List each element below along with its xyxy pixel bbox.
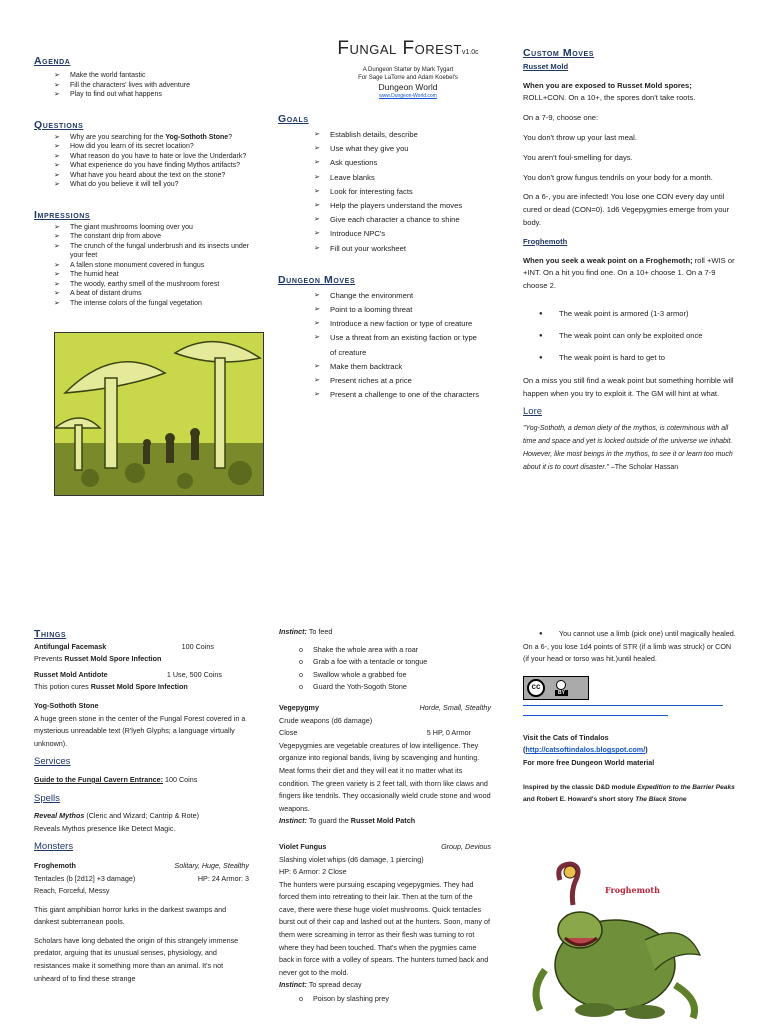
- froghemoth-attack-row: Tentacles (b [2d12] +3 damage) HP: 24 Armor: 3: [34, 873, 249, 883]
- froghemoth-instinct: Instinct: To feed: [279, 627, 333, 636]
- impressions-heading: Impressions: [34, 208, 91, 221]
- things-heading: Things: [34, 628, 67, 640]
- facemask-row: Antifungal Facemask 100 Coins: [34, 641, 214, 651]
- license-link-line[interactable]: [523, 705, 723, 706]
- list-item: ➢ Make them backtrack: [314, 360, 484, 374]
- list-item: ➢ The crunch of the fungal underbrush and its insects under your feet: [54, 242, 264, 261]
- antidote-desc: This potion cures Russet Mold Spore Infection: [34, 682, 188, 692]
- froghemoth-miss: On a miss you still find a weak point but something horrible will happen when you try to exploit it. The GM will hint at what.: [523, 375, 734, 398]
- spell-desc: Reveals Mythos presence like Detect Magic.: [34, 823, 176, 833]
- list-item: ➢ Establish details, describe: [314, 128, 498, 142]
- froghemoth-move-title: Froghemoth: [523, 236, 568, 246]
- list-item: ➢ Introduce NPC's: [314, 227, 498, 241]
- froghemoth-stat-row: Froghemoth Solitary, Huge, Stealthy: [34, 860, 249, 870]
- list-item: ● The weak point is armored (1-3 armor): [523, 303, 737, 325]
- list-item: ➢ The constant drip from above: [54, 232, 264, 242]
- froghemoth-options: [523, 303, 737, 369]
- person-icon: [556, 680, 566, 690]
- russet-roll: ROLL+CON. On a 10+, the spores don't take roots.: [523, 93, 696, 103]
- list-item: ● You cannot use a limb (pick one) until magically healed.: [523, 628, 737, 641]
- by-icon: [555, 680, 568, 696]
- left-column-bottom: [34, 628, 249, 985]
- agenda-list: [54, 71, 264, 100]
- list-item: ➢ What reason do you have to hate or love the Underdark?: [54, 152, 264, 162]
- list-item: ➢ Leave blanks: [314, 171, 498, 185]
- vegepygmy-attack: Crude weapons (d6 damage): [279, 715, 373, 725]
- str-loss: On a 6-, you lose 1d4 points of STR (if a limb was struck) or CON (if your head or torso was hit.)until healed.: [523, 641, 732, 664]
- mushroom-forest-illustration: [54, 332, 264, 496]
- russet-option: You don't throw up your last meal.: [523, 132, 637, 142]
- blog-link-line: (http://catsoftindalos.blogspot.com/): [523, 745, 648, 755]
- dungeon-moves-heading: Dungeon Moves: [278, 273, 356, 286]
- continued-options: [523, 628, 737, 641]
- byline-author: A Dungeon Starter by Mark Tygart: [362, 67, 454, 73]
- list-item: ➢ Ask questions: [314, 156, 498, 170]
- services-guide: Guide to the Fungal Cavern Entrance: 100 Coins: [34, 774, 198, 784]
- list-item: ➢ The humid heat: [54, 270, 264, 280]
- custom-moves-heading: Custom Moves: [523, 47, 595, 59]
- list-item: o Poison by slashing prey: [293, 993, 491, 1006]
- middle-column-bottom: [279, 626, 491, 1006]
- inspired-text: Inspired by the classic D&D module Expedition to the Barrier Peaks and Robert E. Howard's short story The Black Stone: [523, 783, 735, 804]
- services-heading: Services: [34, 756, 71, 768]
- left-column-top: [34, 55, 264, 308]
- list-item: ➢ What experience do you have finding Mythos artifacts?: [54, 161, 264, 171]
- list-item: ➢ Give each character a chance to shine: [314, 213, 498, 227]
- russet-choose: On a 7-9, choose one:: [523, 113, 599, 123]
- list-item: ➢ A fallen stone monument covered in fungus: [54, 261, 264, 271]
- list-item: ➢ Introduce a new faction or type of creature: [314, 317, 484, 331]
- vegepygmy-instinct: Instinct: To guard the Russet Mold Patch: [279, 816, 416, 826]
- visit-text: Visit the Cats of Tindalos: [523, 732, 609, 742]
- lore-quote: "Yog-Sothoth, a demon diety of the mythos, is coterminous with all time and space and yet is locked outside of the universe we inhabit. However, like most beings in the mythos, to see it or learn too much about it is to court disaster." –The Scholar Hassan: [523, 425, 733, 471]
- list-item: ➢ Help the players understand the moves: [314, 199, 498, 213]
- froghemoth-desc: Scholars have long debated the origin of this strangely immense predator, arguing that its unusual senses, physiology, and resistances make it something more than an animal. It's not unheard of to find these strange: [34, 935, 239, 983]
- list-item: ➢ Use a threat from an existing faction or type of creature: [314, 331, 484, 359]
- list-item: o Swallow whole a grabbed foe: [293, 669, 491, 682]
- list-item: ➢ The woody, earthy smell of the mushroom forest: [54, 280, 264, 290]
- version-label: v1.0c: [461, 49, 479, 56]
- violet-fungus-desc: The hunters were pursuing escaping vegepygmies. They had forced them into retreating to their lair. Then at the turn of the cave, there were these huge violet mushrooms. Quick tentacles burst out of their cap and lashed out at the hunters. Soon, many of them were screaming in terror as their flesh was turning to rot where they had been touched. That's when the pygmies came back in force with a volley of spears. The hunters turned back and never got to the mold.: [279, 879, 490, 977]
- russet-option: You aren't foul-smelling for days.: [523, 152, 633, 162]
- russet-fail: On a 6-, you are infected! You lose one CON every day until cured or dead (CON=0). 1d6 Vegepygmies emerge from your body.: [523, 192, 730, 227]
- goals-heading: Goals: [278, 113, 309, 125]
- list-item: ➢ Play to find out what happens: [54, 90, 264, 100]
- spells-heading: Spells: [34, 792, 60, 804]
- list-item: ➢ The intense colors of the fungal vegetation: [54, 299, 264, 309]
- blog-link[interactable]: http://catsoftindalos.blogspot.com/: [525, 745, 646, 755]
- byline-credit: For Sage LaTorre and Adam Koebel's: [358, 75, 458, 81]
- vegepygmy-stat-row: Vegepygmy Horde, Small, Stealthy: [279, 702, 491, 712]
- froghemoth-qualities: Reach, Forceful, Messy: [34, 886, 110, 896]
- by-label: BY: [555, 690, 568, 696]
- list-item: o Grab a foe with a tentacle or tongue: [293, 656, 491, 669]
- agenda-heading: Agenda: [34, 55, 71, 67]
- list-item: ➢ Change the environment: [314, 289, 484, 303]
- froghemoth-desc: This giant amphibian horror lurks in the darkest swamps and dankest subterranean pools.: [34, 904, 227, 927]
- violet-fungus-instinct: Instinct: To spread decay: [279, 980, 362, 990]
- list-item: ➢ Why are you searching for the Yog-Sothoth Stone?: [54, 133, 264, 143]
- vegepygmy-desc: Vegepygmies are vegetable creatures of low intelligence. They organize into regional bands, living by scavenging and hunting. Meat forms their diet and they will eat it no matter what its condition. The green variety is 2 feet tall, with thorn like claws and fingers like tendrils. They occasionally wield crude stone and wood weapons.: [279, 740, 491, 813]
- russet-mold-title: Russet Mold: [523, 61, 569, 71]
- list-item: ➢ Use what they give you: [314, 142, 498, 156]
- goals-list: [314, 128, 498, 256]
- website-link[interactable]: www.Dungeon-World.com: [379, 93, 437, 99]
- list-item: ➢ Look for interesting facts: [314, 185, 498, 199]
- russet-trigger: When you are exposed to Russet Mold spores;: [523, 80, 692, 90]
- mushroom-forest-image: [55, 333, 263, 495]
- stone-name: Yog-Sothoth Stone: [34, 700, 99, 710]
- russet-option: You don't grow fungus tendrils on your body for a month.: [523, 172, 713, 182]
- froghemoth-moves: [293, 644, 491, 694]
- froghemoth-illustration: [525, 860, 721, 1020]
- right-column-bottom: [523, 628, 737, 807]
- right-column-top: [523, 47, 737, 475]
- stone-desc: A huge green stone in the center of the Fungal Forest covered in a mysterious unreadable text (R'lyeh Glyphs; a language virtually unknown).: [34, 713, 246, 748]
- middle-column-top: [278, 38, 498, 402]
- froghemoth-caption: Froghemoth: [605, 885, 660, 895]
- list-item: ● The weak point is hard to get to: [523, 347, 737, 369]
- list-item: ➢ The giant mushrooms looming over you: [54, 223, 264, 233]
- facemask-desc: Prevents Russet Mold Spore Infection: [34, 654, 162, 664]
- antidote-row: Russet Mold Antidote 1 Use, 500 Coins: [34, 669, 222, 679]
- violet-fungus-attack: Slashing violet whips (d6 damage, 1 piercing): [279, 854, 424, 864]
- more-material-text: For more free Dungeon World material: [523, 757, 655, 767]
- list-item: ➢ Fill out your worksheet: [314, 242, 498, 256]
- list-item: ➢ Present a challenge to one of the characters: [314, 388, 484, 402]
- list-item: o Guard the Yoth-Sogoth Stone: [293, 681, 491, 694]
- violet-fungus-stat-row: Violet Fungus Group, Devious: [279, 841, 491, 851]
- impressions-list: [54, 223, 264, 309]
- froghemoth-image: [525, 860, 721, 1020]
- list-item: ➢ How did you learn of its secret location?: [54, 142, 264, 152]
- list-item: ➢ A beat of distant drums: [54, 289, 264, 299]
- list-item: ➢ Point to a looming threat: [314, 303, 484, 317]
- list-item: o Shake the whole area with a roar: [293, 644, 491, 657]
- byline-game: Dungeon World: [378, 82, 438, 92]
- license-link-line[interactable]: [523, 715, 668, 716]
- cc-license-badge[interactable]: [523, 676, 589, 700]
- spell-name: Reveal Mythos (Cleric and Wizard; Cantrip & Rote): [34, 811, 199, 821]
- byline: [318, 66, 498, 99]
- lore-heading: Lore: [523, 405, 543, 417]
- list-item: ● The weak point can only be exploited once: [523, 325, 737, 347]
- title-block: [318, 38, 498, 99]
- froghemoth-trigger: When you seek a weak point on a Froghemoth; roll +WIS or +INT. On a hit you find one. On a 10+ choose 1. On a 7-9 choose 2.: [523, 255, 735, 291]
- list-item: ➢ Present riches at a price: [314, 374, 484, 388]
- questions-list: [54, 133, 264, 190]
- violet-fungus-hp: HP: 6 Armor: 2 Close: [279, 867, 347, 877]
- cc-icon: cc: [527, 679, 545, 697]
- list-item: ➢ Fill the characters' lives with adventure: [54, 81, 264, 91]
- list-item: ➢ What do you believe it will tell you?: [54, 180, 264, 190]
- dungeon-moves-list: [314, 289, 484, 403]
- list-item: ➢ Make the world fantastic: [54, 71, 264, 81]
- list-item: ➢ What have you heard about the text on the stone?: [54, 171, 264, 181]
- vegepygmy-range-row: Close 5 HP, 0 Armor: [279, 728, 471, 738]
- questions-heading: Questions: [34, 118, 84, 131]
- page-title: Fungal Forest: [337, 38, 462, 59]
- violet-fungus-moves: [293, 993, 491, 1006]
- monsters-heading: Monsters: [34, 841, 74, 853]
